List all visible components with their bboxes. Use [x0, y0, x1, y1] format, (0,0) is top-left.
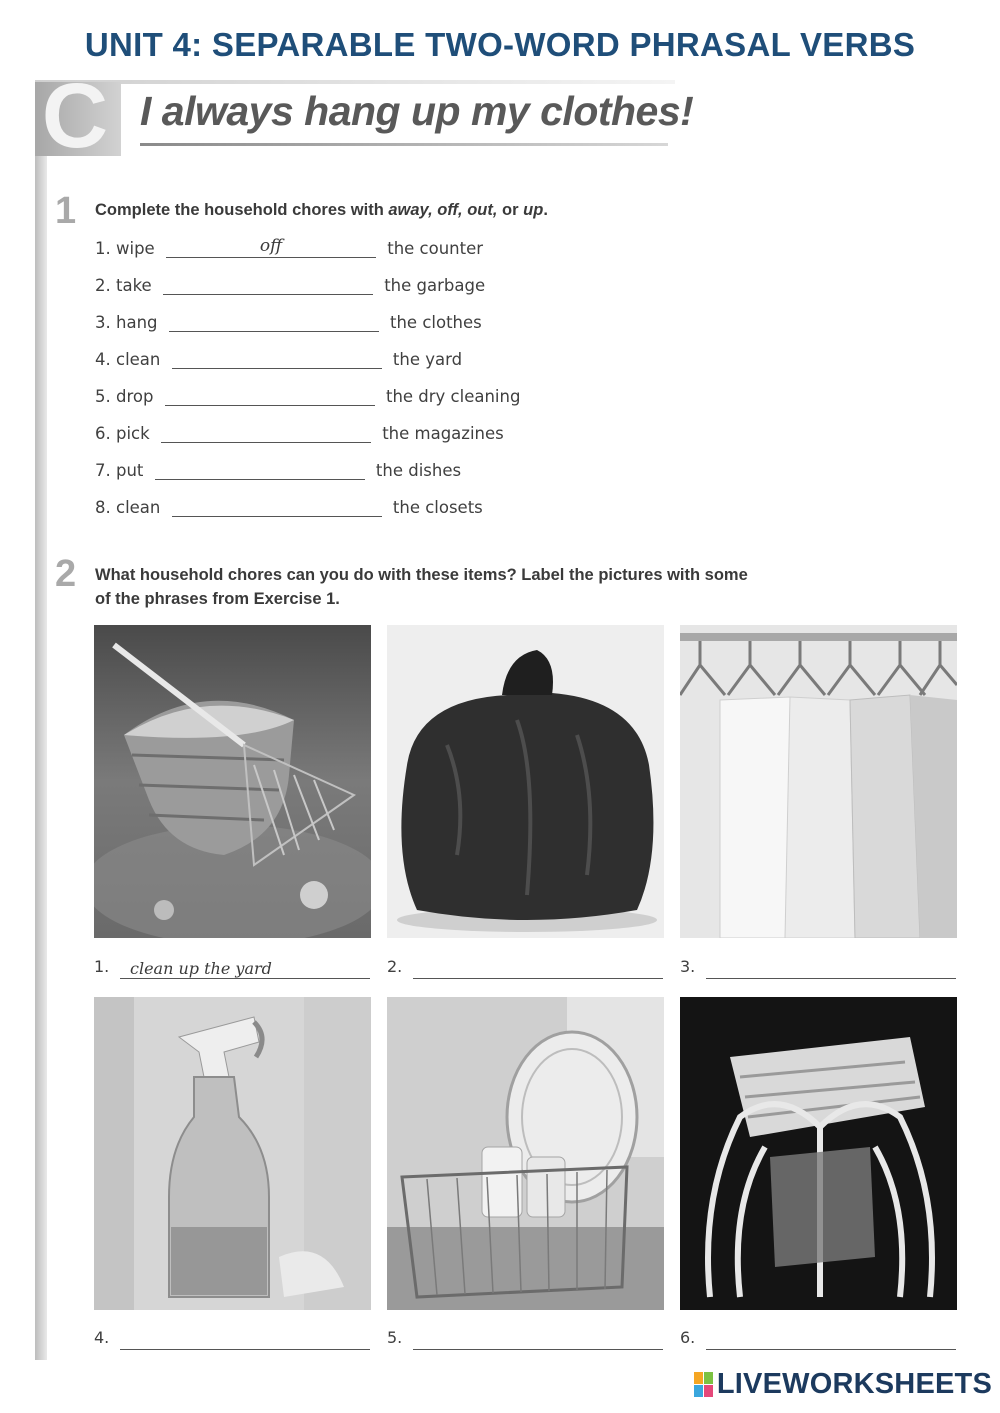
- item-number: 4.: [95, 350, 111, 369]
- instruction-or: or: [497, 201, 524, 219]
- answer-blank[interactable]: [169, 309, 379, 332]
- label-blank[interactable]: [413, 1349, 663, 1350]
- section-title: I always hang up my clothes!: [140, 88, 694, 134]
- item-number: 2.: [95, 276, 111, 295]
- item-object: the yard: [392, 350, 463, 369]
- instruction-options: away, off, out,: [388, 201, 498, 219]
- label-blank[interactable]: [706, 978, 956, 979]
- exercise-2-instruction: [95, 563, 748, 611]
- item-number: 8.: [95, 498, 111, 517]
- item-verb: hang: [116, 313, 158, 332]
- picture-label: [387, 957, 664, 981]
- picture-label: [94, 957, 371, 981]
- item-verb: wipe: [116, 239, 155, 258]
- item-object: the closets: [392, 498, 483, 517]
- item-object: the garbage: [384, 276, 486, 295]
- photo-spray-bottle: [94, 997, 371, 1310]
- item-number: 6.: [95, 424, 111, 443]
- item-object: the magazines: [382, 424, 504, 443]
- instruction-last-option: up: [523, 201, 544, 219]
- exercise-2-number: 2: [55, 553, 77, 595]
- item-number: 1.: [95, 239, 111, 258]
- liveworksheets-logo-icon: [694, 1372, 713, 1397]
- label-answer: clean up the yard: [130, 959, 272, 978]
- picture-label: [680, 1328, 957, 1352]
- exercise-1-instruction: [95, 198, 548, 222]
- instruction-line: of the phrases from Exercise 1.: [95, 590, 340, 608]
- page-top-shadow: [35, 80, 675, 84]
- exercise-item: [95, 346, 462, 372]
- item-verb: drop: [116, 387, 154, 406]
- logo-square: [704, 1385, 713, 1397]
- exercise-item: [95, 494, 483, 520]
- label-blank[interactable]: [413, 978, 663, 979]
- answer-blank[interactable]: [166, 235, 376, 258]
- answer-blank[interactable]: [172, 494, 382, 517]
- photo-garbage-bag: [387, 625, 664, 938]
- item-verb: put: [116, 461, 144, 480]
- instruction-line: What household chores can you do with these items? Label the pictures with some: [95, 566, 748, 584]
- answer-blank[interactable]: [161, 420, 371, 443]
- item-object: the clothes: [390, 313, 482, 332]
- item-verb: pick: [116, 424, 150, 443]
- label-number: 2.: [387, 957, 403, 976]
- answer-blank[interactable]: [172, 346, 382, 369]
- logo-square: [694, 1385, 703, 1397]
- picture-label: [94, 1328, 371, 1352]
- label-blank[interactable]: [706, 1349, 956, 1350]
- section-title-rule: [140, 143, 668, 146]
- item-object: the counter: [387, 239, 484, 258]
- item-object: the dry cleaning: [385, 387, 521, 406]
- photo-clothes-hangers: [680, 625, 957, 938]
- logo-square: [704, 1372, 713, 1384]
- photo-leaves-basket-rake: [94, 625, 371, 938]
- item-verb: take: [116, 276, 152, 295]
- exercise-item: [95, 457, 461, 483]
- liveworksheets-logo-text: LIVEWORKSHEETS: [716, 1367, 992, 1400]
- item-number: 7.: [95, 461, 111, 480]
- item-number: 3.: [95, 313, 111, 332]
- answer-blank[interactable]: [165, 383, 375, 406]
- label-number: 4.: [94, 1328, 110, 1347]
- item-object: the dishes: [375, 461, 462, 480]
- label-number: 6.: [680, 1328, 696, 1347]
- exercise-item: [95, 235, 483, 261]
- instruction-prefix: Complete the household chores with: [95, 201, 389, 219]
- answer-text: off: [259, 236, 283, 256]
- exercise-1-number: 1: [55, 190, 77, 232]
- item-verb: clean: [116, 350, 161, 369]
- exercise-item: [95, 420, 504, 446]
- liveworksheets-logo[interactable]: [694, 1367, 992, 1401]
- answer-blank[interactable]: [155, 457, 365, 480]
- label-blank[interactable]: [120, 978, 370, 979]
- exercise-item: [95, 309, 482, 335]
- photo-dish-rack: [387, 997, 664, 1310]
- item-verb: clean: [116, 498, 161, 517]
- exercise-item: [95, 383, 520, 409]
- label-number: 5.: [387, 1328, 403, 1347]
- photo-magazine-rack: [680, 997, 957, 1310]
- label-blank[interactable]: [120, 1349, 370, 1350]
- page-edge-shadow: [35, 80, 47, 1360]
- instruction-end: .: [543, 201, 548, 219]
- answer-blank[interactable]: [163, 272, 373, 295]
- exercise-item: [95, 272, 485, 298]
- picture-label: [680, 957, 957, 981]
- item-number: 5.: [95, 387, 111, 406]
- worksheet-title: UNIT 4: SEPARABLE TWO-WORD PHRASAL VERBS: [84, 26, 916, 63]
- logo-square: [694, 1372, 703, 1384]
- label-number: 3.: [680, 957, 696, 976]
- section-letter: C: [41, 65, 109, 167]
- picture-label: [387, 1328, 664, 1352]
- label-number: 1.: [94, 957, 110, 976]
